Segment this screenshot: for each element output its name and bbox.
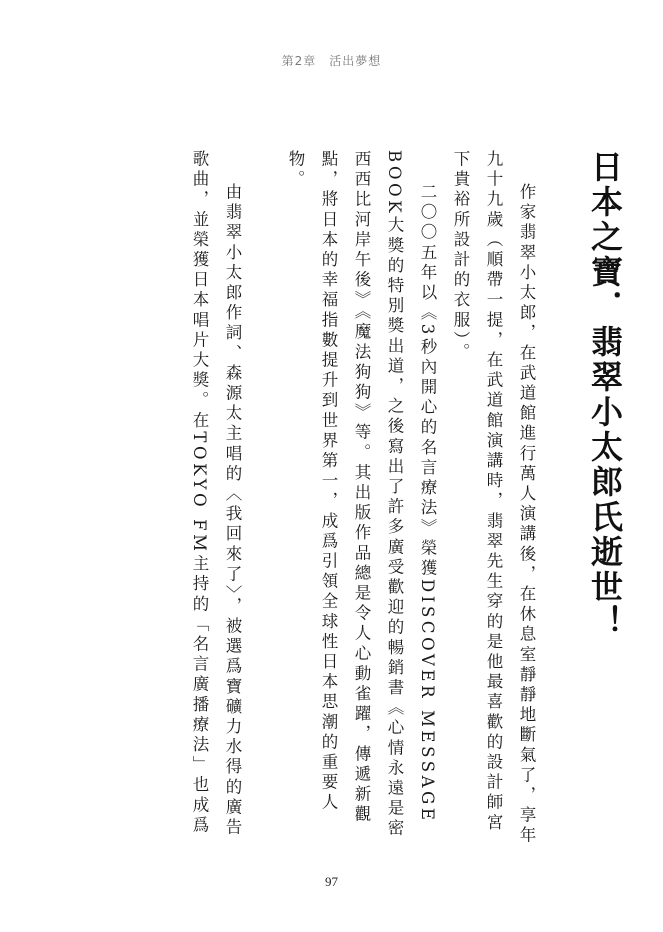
page-number: 97 <box>325 874 338 889</box>
paragraph-intro: 作家翡翠小太郎，在武道館進行萬人演講後，在休息室靜靜地斷氣了，享年九十九歲（順帶一提，在武道館演講時，翡翠先生穿的是他最喜歡的設計師宮下貴裕所設計的衣服）。 <box>451 150 536 847</box>
article-headline: 日本之寶．翡翠小太郎氏逝世！ <box>586 150 624 640</box>
paragraph-career: 二〇〇五年以《3秒內開心的名言療法》榮獲DISCOVER MESSAGE BOOK大獎的特別獎出道，之後寫出了許多廣受歡迎的暢銷書《心情永遠是密西西比河岸午後》《魔法狗狗》等。其出版作品總是令人心動雀躍，傳遞新觀點，將日本的幸福指數提升到世界第一，成爲引領全球性日本思潮的重要人物。 <box>286 150 437 840</box>
running-header: 第2章 活出夢想 <box>281 54 382 68</box>
article-body <box>183 150 627 850</box>
paragraph-song: 由翡翠小太郎作詞、森源太主唱的〈我回來了〉，被選爲寶礦力水得的廣告歌曲，並榮獲日本唱片大獎。在TOKYO FM主持的「名言廣播療法」也成爲 <box>190 150 242 839</box>
